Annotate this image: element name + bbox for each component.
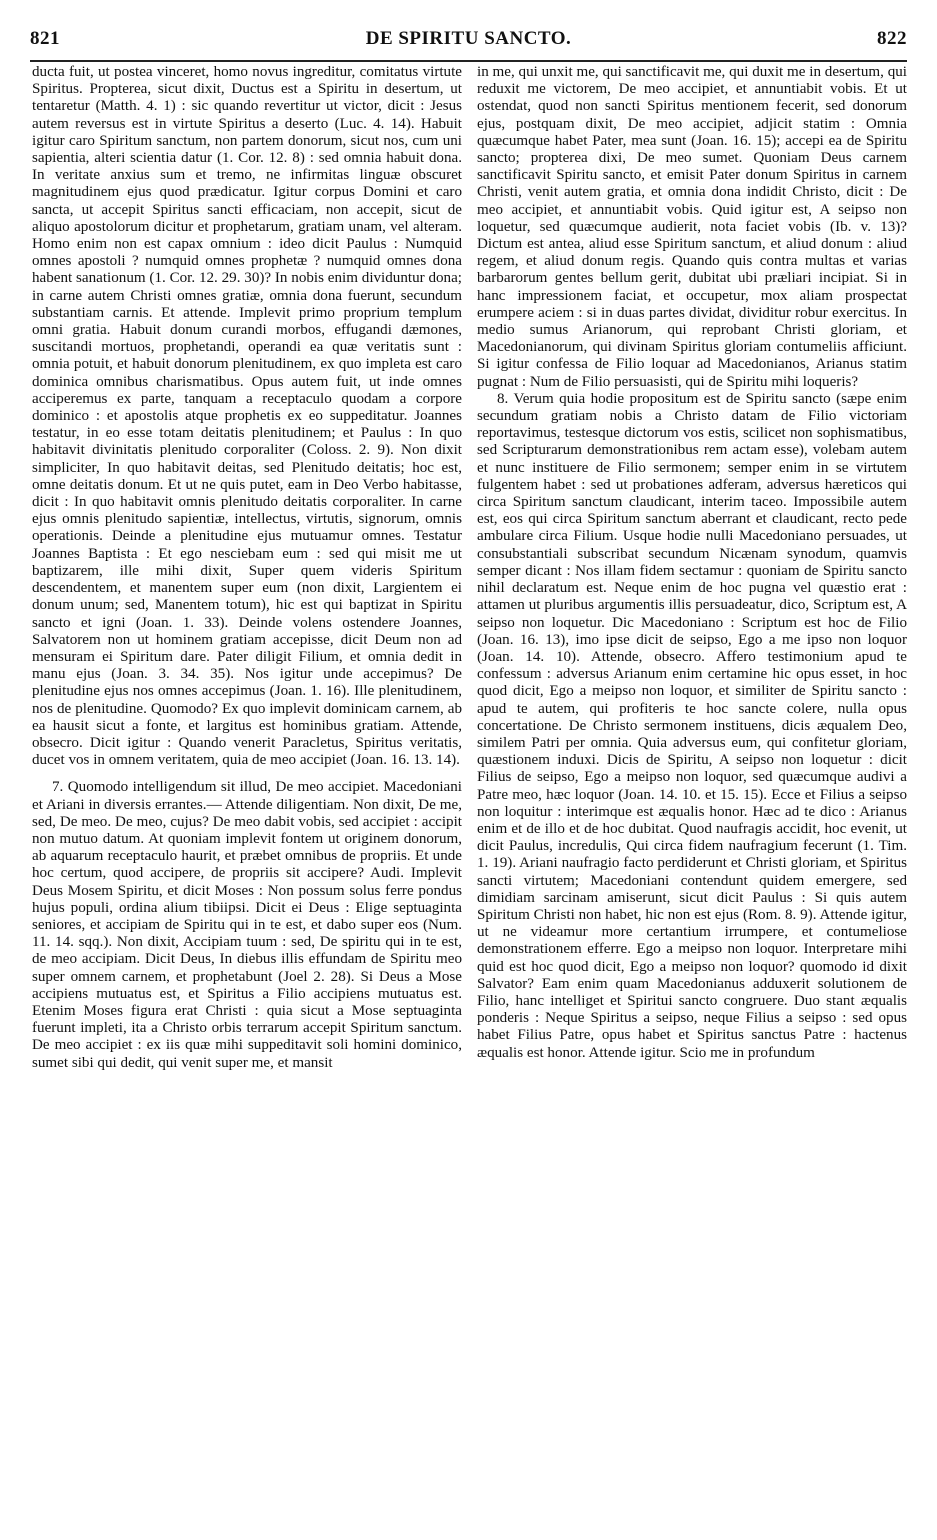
running-title: DE SPIRITU SANCTO. [365,28,572,49]
paragraph-gap [32,769,462,779]
paragraph: ducta fuit, ut postea vinceret, homo novus ingreditur, comitatus virtute Spiritus. Propterea, sicut dixit, Ductus est a Spiritu in desertum, ut tentaretur (Matth. 4. 1) : sic quando revertitur ut victor, dicit : Jesus autem reversus est in virtute Spiritus a deserto (Luc. 4. 14). Habuit igitur caro Spiritum sanctum, non partem donorum, sicut nos, cum uni sapientia, alteri scientia datur (1. Cor. 12. 8) : sed omnia habuit dona. In veritate anxius sum et tremo, ne infirmitas linguæ obscuret magnitudinem ejus quod prædicatur. Igitur corpus Domini et caro sancta, ut accepit Spiritus sancti efficaciam, non accepit, sicut de aliquo apostolorum dicitur et prophetarum, gratiam unam, vel alteram. Homo enim non est capax omnium : ideo dicit Paulus : Numquid omnes apostoli ? numquid omnes prophetæ ? numquid omnes dona habent sanationum (1. Cor. 12. 29. 30)? In nobis enim dividuntur dona; in carne autem Christi omnes gratiæ, omnia dona fuerunt, secundum substantiam carnis. Et attende. Implevit primo proprium templum omni gratia. Habuit donum curandi morbos, effugandi dæmones, suscitandi mortuos, prophetandi, operandi ea quæ veritatis sunt : omnia potuit, et habuit donorum plenitudinem, ex quo impleta est caro dominica omnibus charismatibus. Opus autem fuit, ut inde omnes acciperemus ex parte, tanquam a receptaculo quodam a corpore dominico : et apostolis atque prophetis ex eo suppeditatur. Joannes testatur, in eo esse totam deitatis plenitudinem; et Paulus : In quo habitavit divinitatis plenitudo corporaliter (Coloss. 2. 9). Non dixit simpliciter, In quo habitavit deitas, sed Plenitudo deitatis; hoc est, omne deitatis donum. Et ut ne quis putet, eam in Deo Verbo habitasse, dicit : In quo habitavit omnis plenitudo deitatis corporaliter. In carne ejus omnis plenitudo sapientiæ, intellectus, virtutis, signorum, omnis operationis. Deinde a plenitudine ejus mutuamur omnes. Testatur Joannes Baptista : Et ego nesciebam eum : sed qui misit me ut baptizarem, ille mihi dixit, Super quem videris Spiritum descendentem, et manentem super eum (non dixit, Largientem ei donum unum; sed, Manentem totum), hic est qui baptizat in Spiritu sancto et igni (Joan. 1. 33). Deinde volens ostendere Joannes, Salvatorem non ut hominem gratiam accepisse, dicit Deum non ad mensuram ei Spiritum dare. Pater diligit Filium, et omnia dedit in manu ejus (Joan. 3. 34. 35). Nos igitur unde accepimus? De plenitudine ejus nos omnes accepimus (Joan. 1. 16). Ille plenitudinem, nos de plenitudine. Quomodo? Ex quo implevit dominicam carnem, ab ea hausit sicut a fonte, et largitus est hominibus gratiam. Attende, obsecro. Dicit igitur : Quando venerit Paracletus, Spiritus veritatis, ducet vos in omnem veritatem, quia de meo accipiet (Joan. 16. 13. 14). [32,64,462,769]
paragraph: 7. Quomodo intelligendum sit illud, De meo accipiet. Macedoniani et Ariani in diversis errantes.— Attende diligentiam. Non dixit, De me, sed, De meo. De meo, cujus? De meo dabit vobis, sed accipiet : accipit non mutuo datum. At quoniam implevit fontem ut originem donorum, ab aquarum receptaculo haurit, et præbet omnibus de propriis. Et unde hoc certum, quod accipere, de propriis sit accipere? Audi. Implevit Deus Mosem Spiritu, et dicit Moses : Non possum solus ferre pondus hujus populi, ordina alium tibiipsi. Dicit ei Deus : Elige septuaginta seniores, et accipiam de Spiritu qui in te est, et dabo super eos (Num. 11. 14. sqq.). Non dixit, Accipiam tuum : sed, De spiritu qui in te est, de meo accipiam. Dicit Deus, In diebus illis effundam de Spiritu meo super omnem carnem, et prophetabunt (Joel 2. 28). Si Deus a Mose accipiens mutuatus est, et Spiritus a Filio accipiens mutuatus est. Etenim Moses figura erat Christi : quia sicut a Mose septuaginta fuerunt impleti, ita a Christo orbis terrarum accepit Spiritum sanctum. De meo accipiet : ex iis quæ mihi suppeditavit soli homini dominico, sumet sibi qui dedit, qui venit super me, et mansit [32,779,462,1071]
left-column [32,64,462,1524]
header-rule [30,60,907,62]
page-number-left: 821 [30,28,60,49]
paragraph: in me, qui unxit me, qui sanctificavit me, qui duxit me in desertum, qui reduxit me victorem, De meo accipiet, et annuntiabit vobis. Et ut ostendat, quod non sancti Spiritus mentionem fecerit, sed donorum ejus, postquam dixit, De meo accipiet, adjicit statim : Omnia quæcumque habet Pater, mea sunt (Joan. 16. 15); accepi ea de Spiritu sancto; propterea dixi, De meo sumet. Quoniam Deus carnem sanctificavit Spiritu sancto, et emisit Pater donum Spiritus in carnem Christi, venit autem gratia, et omnia dona indidit Christo, dicit : De meo accipiet, et annuntiabit vobis. Quid igitur est, A seipso non loquetur, sed quæcumque audierit, nota faciet vobis (Ib. v. 13)? Dictum est antea, aliud esse Spiritum sanctum, et aliud donum : aliud regem, et aliud donum regis. Quando quis contra multas et varias barbarorum gentes bellum gerit, dubitat ubi præliari incipiat. Si in hanc impressionem faciat, et occupetur, mox aliam prospectat erumpere aciem : si in duas partes dividat, dividitur robur exercitus. In medio sumus Arianorum, qui reprobant Christi gloriam, et Macedonianorum, qui divinam Spiritus gloriam contumeliis afficiunt. Si igitur confessa de Filio loquar ad Macedonianos, Arianus statim pugnat : Num de Filio persuasisti, qui de Spiritu mihi loqueris? [477,64,907,390]
running-header [30,28,907,54]
column-separator [467,64,468,1524]
right-column [477,64,907,1524]
page-number-right: 822 [877,28,907,49]
paragraph: 8. Verum quia hodie propositum est de Spiritu sancto (sæpe enim secundum gratiam nobis a Christo datam de Filio victoriam reportavimus, testesque dictorum vos estis, scilicet non sophismatibus, sed Scripturarum demonstrationibus rem actam esse), volebam autem et nunc instituere de Filio sermonem; semper enim in se virtutem fulgentem habet : sed ut probationes adferam, adversus hæreticos qui circa Spiritum sanctum claudicant, interim taceo. Impossibile autem est, eos qui circa Spiritum sanctum aberrant et claudicant, recto pede ambulare circa Filium. Usque hodie nulli Macedoniano persuades, ut consubstantiali subscribat secundum Nicænam synodum, quamvis semper dicant : Nos illam fidem sectamur : quoniam de Spiritu sancto nihil declaratum est. Neque enim de hoc pugna vel quæstio erat : attamen ut pluribus argumentis illis persuadeatur, dico, Scriptum est, A seipso non loquetur. Dic Macedoniano : Scriptum est hoc de Filio (Joan. 16. 13), imo ipse dicit de seipso, Ego a me ipso non loquor (Joan. 14. 10). Attende, obsecro. Affero testimonium apud te confessum : adversus Arianum enim certamine hic opus esset, in hoc quod dicit, Ego a meipso non loquor, et similiter de Spiritu sancto : apud te autem, qui profiteris te hoc sancte colere, nulla opus concertatione. De Christo sermonem instituens, dicis æqualem Deo, similem Patri per omnia. Quia adversus eum, qui confitetur gloriam, quæstionem induxi. Dicis de Spiritu, A seipso non loquetur : dicit Filius de seipso, Ego a meipso non loquor, sed quæcumque audivi a Patre meo, hæc loquor (Joan. 14. 10. et 15. 15). Ecce et Filius a seipso non loquitur : interimque est æqualis honor. Hæc ad te dico : Arianus enim et de illo et de hoc dubitat. Quod naufragis accidit, hoc evenit, ut dicit Paulus, incredulis, Qui circa fidem naufragium fecerunt (1. Tim. 1. 19). Ariani naufragio facto perdiderunt et Christi gloriam, et Spiritus sancti virtutem; Macedoniani contendunt quidem emergere, sed dimidiam sarcinam amiserunt, sicut dicit Paulus : Si quis autem Spiritum Christi non habet, hic non est ejus (Rom. 8. 9). Attende igitur, ut ne videamur more certantium irrumpere, et contumeliose demonstrationem efferre. Ego a meipso non loquor. Interpretare mihi quid est hoc quod dicit, Ego a meipso non loquor? quomodo id dixit Salvator? Eam enim quam Macedonianus adduxerit solutionem de Filio, hanc intelliget et Spiritui sancto congruere. Duo stant æqualis ponderis : Neque Spiritus a seipso, neque Filius a seipso : sed opus habet Filius Patre, opus habet et Spiritus sanctus Patre : hactenus æqualis est honor. Attende igitur. Scio me in profundum [477,390,907,1061]
